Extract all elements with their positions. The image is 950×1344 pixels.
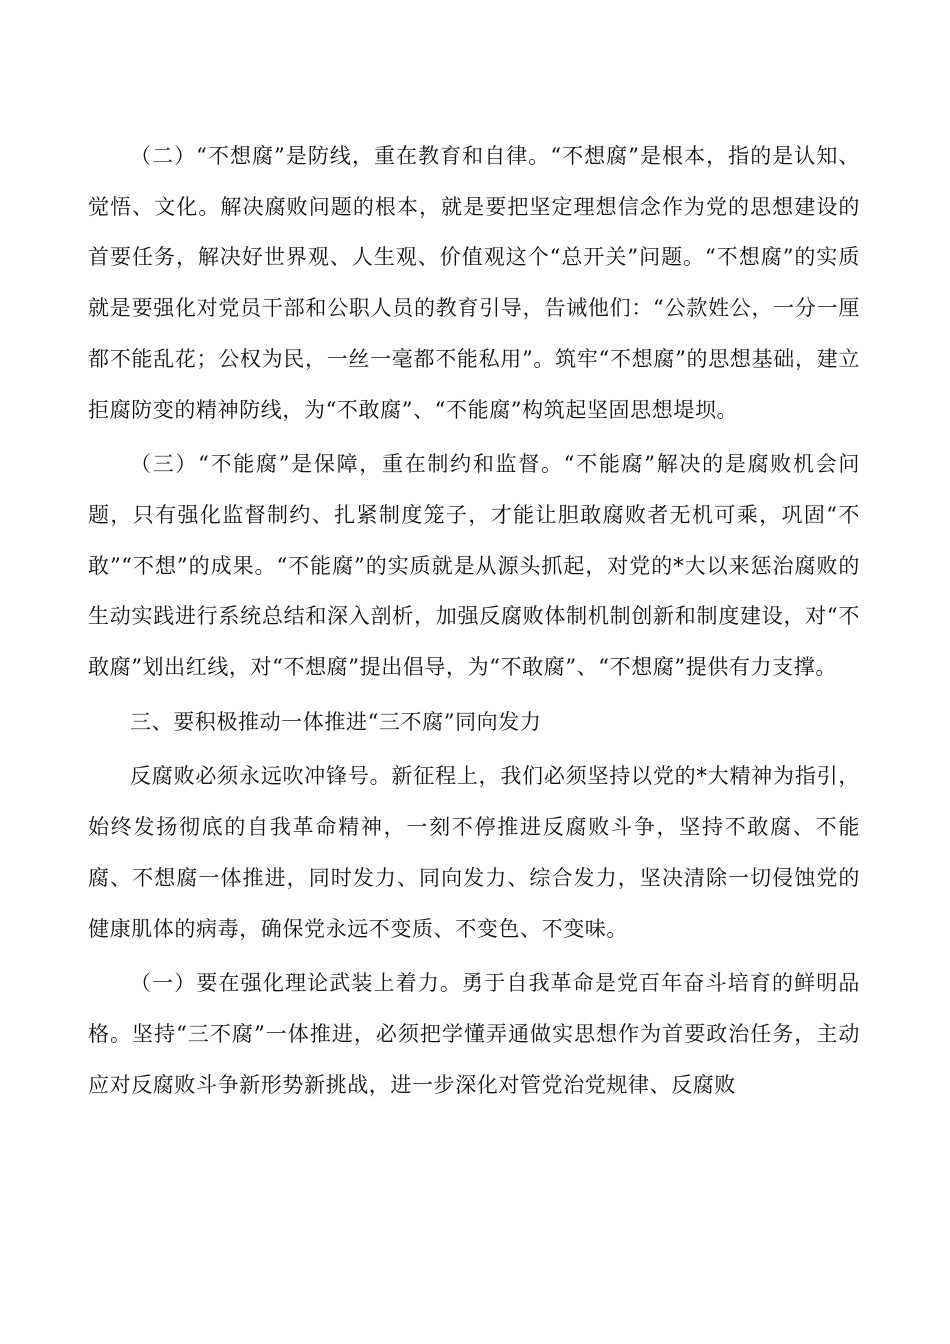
document-body	[88, 131, 860, 1110]
paragraph-2-2: （二）“不想腐”是防线，重在教育和自律。“不想腐”是根本，指的是认知、觉悟、文化。解决腐败问题的根本，就是要把坚定理想信念作为党的思想建设的首要任务，解决好世界观、人生观、价值观这个“总开关”问题。“不想腐”的实质就是要强化对党员干部和公职人员的教育引导，告诫他们：“公款姓公，一分一厘都不能乱花；公权为民，一丝一毫都不能私用”。筑牢“不想腐”的思想基础，建立拒腐防变的精神防线，为“不敢腐”、“不能腐”构筑起坚固思想堤坝。	[88, 144, 860, 422]
section-heading-3: 三、要积极推动一体推进“三不腐”同向发力	[130, 709, 542, 734]
paragraph-3-1: （一）要在强化理论武装上着力。勇于自我革命是党百年奋斗培育的鲜明品格。坚持“三不腐”一体推进，必须把学懂弄通做实思想作为首要政治任务，主动应对反腐败斗争新形势新挑战，进一步深化对管党治党规律、反腐败	[88, 971, 860, 1097]
paragraph-3-intro: 反腐败必须永远吹冲锋号。新征程上，我们必须坚持以党的*大精神为指引，始终发扬彻底的自我革命精神，一刻不停推进反腐败斗争，坚持不敢腐、不能腐、不想腐一体推进，同时发力、同向发力、综合发力，坚决清除一切侵蚀党的健康肌体的病毒，确保党永远不变质、不变色、不变味。	[88, 764, 860, 941]
paragraph-2-3: （三）“不能腐”是保障，重在制约和监督。“不能腐”解决的是腐败机会问题，只有强化监督制约、扎紧制度笼子，才能让胆敢腐败者无机可乘，巩固“不敢”“不想”的成果。“不能腐”的实质就是从源头抓起，对党的*大以来惩治腐败的生动实践进行系统总结和深入剖析，加强反腐败体制机制创新和制度建设，对“不敢腐”划出红线，对“不想腐”提出倡导，为“不敢腐”、“不想腐”提供有力支撑。	[88, 452, 860, 680]
